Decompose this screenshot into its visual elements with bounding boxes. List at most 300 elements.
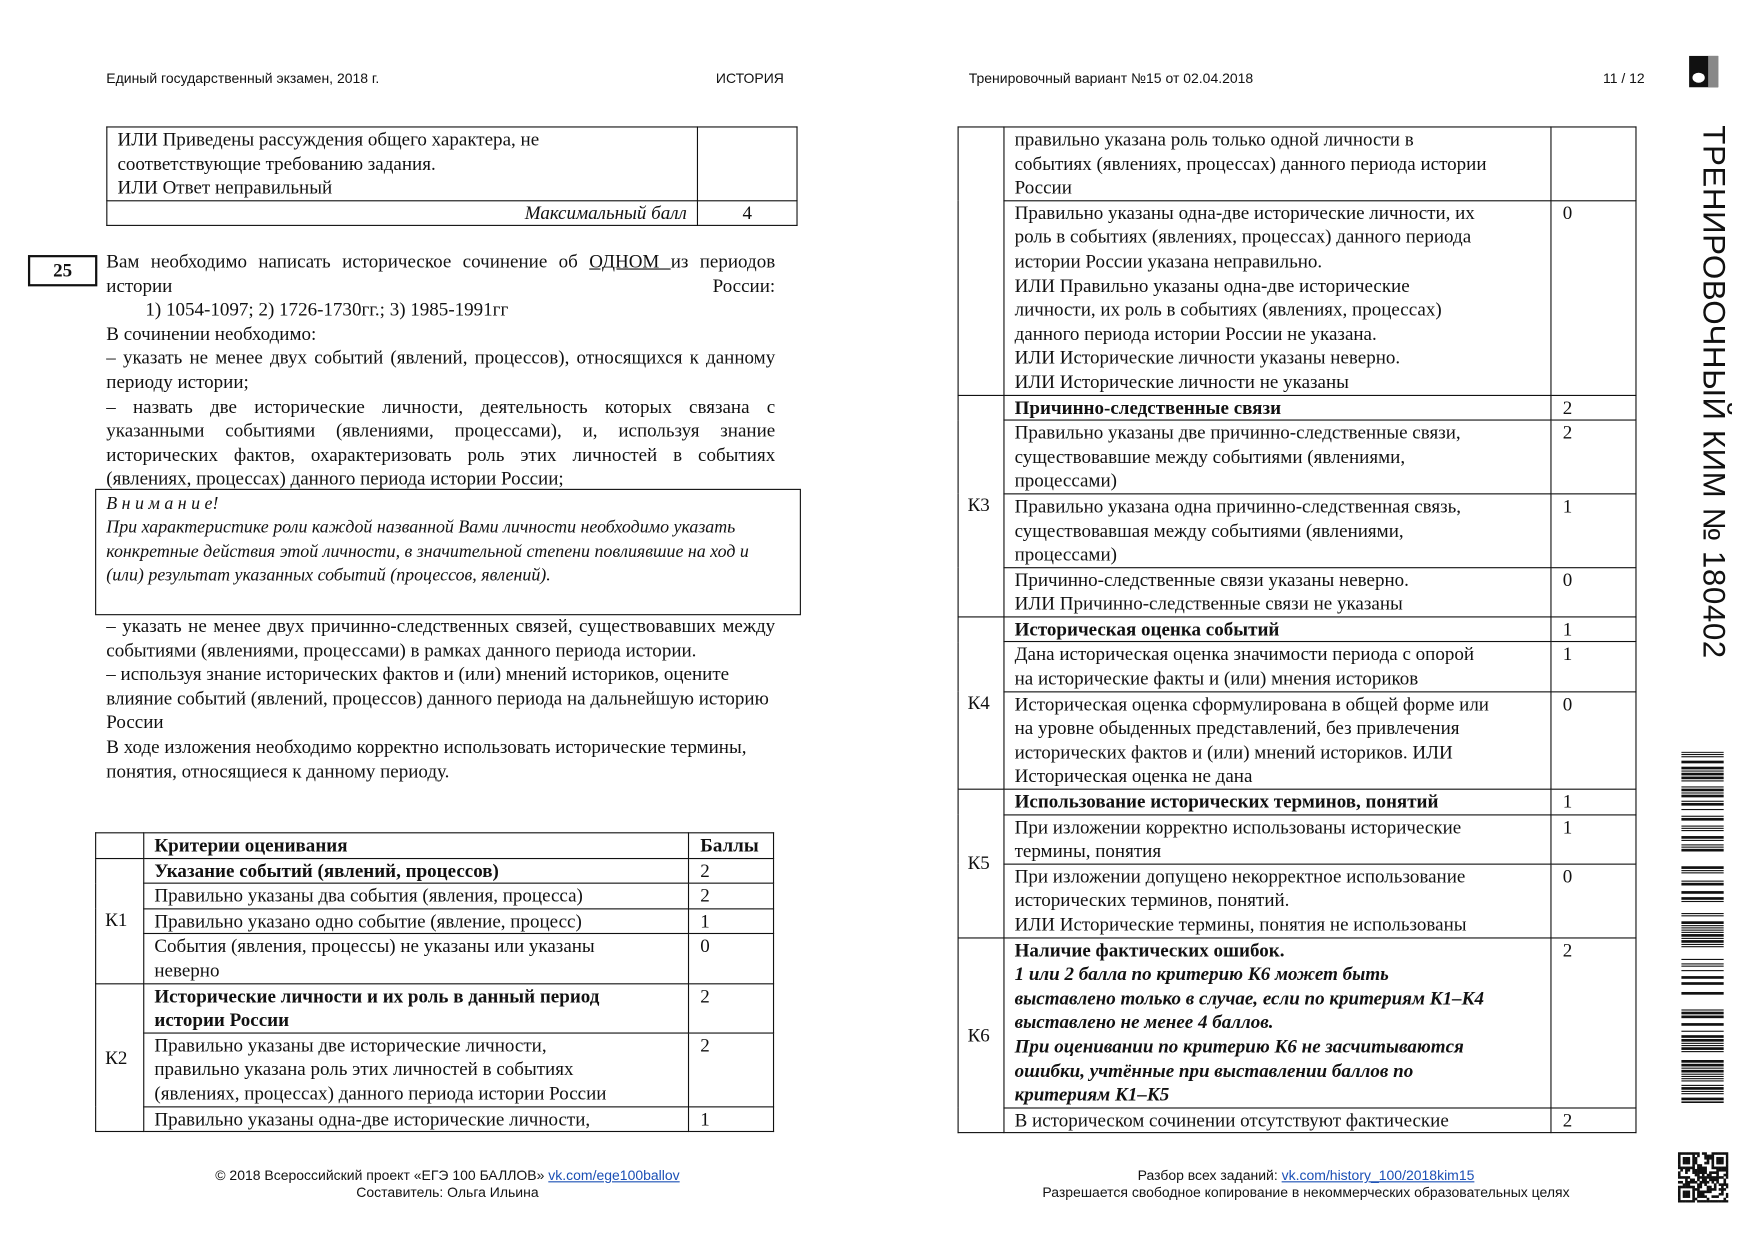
barcode-bar — [1681, 946, 1724, 947]
criterion-points: 1 — [1551, 814, 1636, 863]
qr-module — [1692, 1186, 1695, 1189]
qr-module — [1688, 1191, 1691, 1194]
qr-module — [1714, 1152, 1717, 1155]
table-row — [958, 395, 1636, 420]
qr-module — [1719, 1152, 1722, 1155]
qr-module — [1723, 1174, 1726, 1177]
barcode-bar — [1681, 1068, 1724, 1069]
qr-module — [1711, 1188, 1714, 1191]
qr-module — [1709, 1174, 1712, 1177]
qr-module — [1678, 1198, 1681, 1201]
barcode-bar — [1681, 836, 1724, 839]
qr-module — [1704, 1167, 1707, 1170]
qr-module — [1707, 1191, 1710, 1194]
criterion-points: 2 — [1551, 395, 1636, 420]
criterion-description — [1004, 127, 1551, 201]
qr-module — [1683, 1162, 1686, 1165]
task-text — [106, 249, 775, 491]
qr-module — [1709, 1157, 1712, 1160]
barcode-bar — [1681, 840, 1724, 841]
qr-module — [1726, 1162, 1728, 1165]
qr-module — [1688, 1183, 1691, 1186]
barcode-bar — [1681, 803, 1724, 806]
qr-module — [1702, 1181, 1705, 1184]
qr-module — [1685, 1176, 1688, 1179]
qr-module — [1700, 1191, 1703, 1194]
requirement-item: – назвать две исторические личности, деятельность которых связана с указанными событиями (явлениями, процессами), и, используя знание исторических фактов, охарактеризовать роль этих личностей в событиях (явлениях, процессах) данного периода истории России; — [106, 395, 776, 490]
criterion-points: 2 — [1551, 420, 1636, 494]
qr-module — [1700, 1183, 1703, 1186]
qr-module — [1721, 1176, 1724, 1179]
barcode-bar — [1681, 761, 1724, 764]
criterion-title: Наличие фактических ошибок. — [1014, 939, 1285, 961]
barcode-bar — [1681, 938, 1724, 939]
qr-module — [1695, 1159, 1698, 1162]
intro-emphasis: ОДНОМ — [589, 250, 671, 272]
qr-module — [1707, 1200, 1710, 1202]
qr-module — [1719, 1193, 1722, 1196]
barcode-bar — [1681, 925, 1724, 926]
qr-module — [1723, 1169, 1726, 1172]
criterion-description — [144, 1106, 689, 1131]
barcode-bar — [1681, 1031, 1724, 1032]
barcode-bar — [1681, 1039, 1724, 1042]
task-number: 25 — [28, 255, 97, 286]
table-row — [958, 617, 1636, 642]
qr-module — [1721, 1186, 1724, 1189]
qr-module — [1697, 1152, 1700, 1155]
qr-module — [1700, 1171, 1703, 1174]
qr-module — [1711, 1152, 1714, 1155]
qr-module — [1697, 1191, 1700, 1194]
qr-module — [1695, 1152, 1698, 1155]
qr-module — [1678, 1191, 1681, 1194]
kim-title: ТРЕНИРОВОЧНЫЙ КИМ № 180402 — [1696, 125, 1732, 659]
qr-module — [1714, 1176, 1717, 1179]
qr-module — [1709, 1179, 1712, 1182]
qr-module — [1688, 1169, 1691, 1172]
qr-module — [1702, 1179, 1705, 1182]
qr-module — [1714, 1195, 1717, 1198]
criterion-text: События (явления, процессы) не указаны или указаны неверно — [154, 935, 595, 981]
qr-module — [1690, 1181, 1693, 1184]
qr-module — [1678, 1176, 1681, 1179]
criterion-text: Указание событий (явлений, процессов) — [154, 859, 499, 882]
qr-module — [1721, 1193, 1724, 1196]
table-row — [96, 909, 774, 934]
criterion-points: 1 — [1551, 642, 1636, 691]
criterion-text: Правильно указаны две исторические личности, правильно указана роль этих личностей в событиях (явлениях, процессах) данного периода истории России — [154, 1034, 607, 1105]
barcode-bar — [1681, 1047, 1724, 1050]
barcode-bar — [1681, 1098, 1724, 1101]
qr-module — [1723, 1152, 1726, 1155]
table-row — [958, 789, 1636, 814]
qr-module — [1680, 1181, 1683, 1184]
qr-module — [1721, 1200, 1724, 1202]
criterion-description — [1004, 691, 1551, 789]
criterion-text: Правильно указано одно событие (явление, процесс) — [154, 910, 582, 932]
qr-module — [1707, 1155, 1710, 1158]
barcode-bar — [1681, 982, 1724, 985]
barcode-bar — [1681, 826, 1724, 827]
qr-module — [1711, 1164, 1714, 1167]
qr-module — [1711, 1176, 1714, 1179]
criterion-points: 0 — [1551, 864, 1636, 938]
variant-header: Тренировочный вариант №15 от 02.04.2018 — [968, 70, 1254, 87]
qr-module — [1716, 1174, 1719, 1177]
qr-module — [1716, 1179, 1719, 1182]
table-row — [958, 567, 1636, 616]
qr-module — [1702, 1195, 1705, 1198]
criterion-code: К3 — [958, 395, 1004, 617]
qr-module — [1726, 1169, 1728, 1172]
criterion-text: При изложении корректно использованы исторические термины, понятия — [1014, 816, 1462, 862]
criterion-text: правильно указана роль только одной личности в событиях (явлениях, процессах) данного периода истории России — [1014, 128, 1487, 199]
qr-module — [1711, 1155, 1714, 1158]
qr-module — [1692, 1159, 1695, 1162]
qr-module — [1688, 1200, 1691, 1202]
criterion-description — [144, 858, 689, 883]
qr-module — [1697, 1188, 1700, 1191]
barcode-bar — [1681, 1045, 1724, 1046]
barcode-bar — [1681, 795, 1724, 798]
qr-module — [1714, 1167, 1717, 1170]
qr-module — [1726, 1157, 1728, 1160]
qr-module — [1695, 1188, 1698, 1191]
criterion-points: 1 — [689, 1106, 774, 1131]
criterion-code — [958, 127, 1004, 395]
qr-module — [1716, 1195, 1719, 1198]
criterion-description — [1004, 420, 1551, 494]
qr-module — [1704, 1195, 1707, 1198]
qr-module — [1721, 1157, 1724, 1160]
qr-module — [1704, 1181, 1707, 1184]
qr-module — [1719, 1183, 1722, 1186]
project-link[interactable]: vk.com/ege100ballov — [548, 1167, 680, 1184]
criterion-text: Правильно указаны два события (явления, процесса) — [154, 885, 583, 907]
table-row — [958, 642, 1636, 691]
table-row — [96, 1106, 774, 1131]
solutions-text: Разбор всех заданий: — [1137, 1167, 1282, 1184]
solutions-link[interactable]: vk.com/history_100/2018kim15 — [1281, 1167, 1475, 1184]
criterion-points: 1 — [1551, 494, 1636, 568]
header-cell: Баллы — [689, 833, 774, 858]
criterion-text: В историческом сочинении отсутствуют фактические — [1014, 1109, 1449, 1131]
intro-text: Вам необходимо написать историческое сочинение об — [106, 250, 590, 272]
barcode-bar — [1681, 771, 1724, 772]
footer-right — [984, 1168, 1627, 1202]
barcode-bar — [1681, 866, 1724, 869]
criterion-description — [1004, 814, 1551, 863]
qr-module — [1704, 1179, 1707, 1182]
qr-module — [1692, 1195, 1695, 1198]
qr-module — [1678, 1159, 1681, 1162]
qr-module — [1678, 1162, 1681, 1165]
qr-module — [1697, 1200, 1700, 1202]
criterion-description — [144, 934, 689, 983]
qr-module — [1700, 1181, 1703, 1184]
qr-code-icon — [1678, 1152, 1728, 1202]
qr-module — [1726, 1152, 1728, 1155]
criterion-text: Исторические личности и их роль в данный период истории России — [154, 985, 600, 1031]
max-score-label: Максимальный балл — [107, 201, 698, 226]
barcode-icon — [1681, 752, 1724, 1103]
qr-module — [1690, 1152, 1693, 1155]
qr-module — [1690, 1179, 1693, 1182]
barcode-bar — [1681, 897, 1724, 900]
qr-module — [1680, 1169, 1683, 1172]
qr-module — [1685, 1167, 1688, 1170]
qr-module — [1726, 1155, 1728, 1158]
table-row — [96, 1033, 774, 1107]
qr-module — [1704, 1171, 1707, 1174]
qr-module — [1709, 1176, 1712, 1179]
side-title — [1687, 125, 1732, 729]
qr-module — [1697, 1176, 1700, 1179]
qr-module — [1707, 1159, 1710, 1162]
qr-module — [1685, 1152, 1688, 1155]
previous-criteria-table — [106, 126, 797, 226]
barcode-bar — [1681, 1087, 1724, 1090]
barcode-bar — [1681, 801, 1724, 802]
qr-module — [1697, 1186, 1700, 1189]
criterion-text: Причинно-следственные связи указаны неверно. ИЛИ Причинно-следственные связи не указаны — [1014, 569, 1409, 615]
barcode-bar — [1681, 1051, 1724, 1052]
qr-module — [1690, 1167, 1693, 1170]
qr-module — [1683, 1193, 1686, 1196]
qr-module — [1707, 1162, 1710, 1165]
qr-module — [1704, 1169, 1707, 1172]
qr-module — [1709, 1155, 1712, 1158]
barcode-bar — [1681, 1009, 1724, 1010]
requirement-item: – указать не менее двух причинно-следственных связей, существовавших между событиями (явлениями, процессами) в рамках данного периода истории. — [106, 615, 776, 661]
qr-module — [1683, 1186, 1686, 1189]
qr-module — [1714, 1188, 1717, 1191]
qr-module — [1711, 1181, 1714, 1184]
criterion-points: 0 — [1551, 691, 1636, 789]
criterion-points: 2 — [689, 883, 774, 908]
barcode-bar — [1681, 1060, 1724, 1063]
table-row — [958, 1108, 1636, 1133]
qr-module — [1688, 1195, 1691, 1198]
qr-module — [1716, 1167, 1719, 1170]
qr-module — [1711, 1171, 1714, 1174]
barcode-bar — [1681, 940, 1724, 943]
qr-module — [1685, 1181, 1688, 1184]
barcode-bar — [1681, 966, 1724, 967]
qr-module — [1695, 1162, 1698, 1165]
subject-header: ИСТОРИЯ — [715, 70, 784, 87]
barcode-bar — [1681, 959, 1724, 960]
qr-module — [1721, 1162, 1724, 1165]
qr-module — [1685, 1191, 1688, 1194]
barcode-bar — [1681, 1076, 1724, 1077]
criterion-points: 2 — [689, 1033, 774, 1107]
qr-module — [1726, 1200, 1728, 1202]
qr-module — [1704, 1162, 1707, 1165]
criterion-points — [1551, 127, 1636, 201]
barcode-bar — [1681, 891, 1724, 894]
criterion-description — [144, 1033, 689, 1107]
barcode-bar — [1681, 1091, 1724, 1092]
barcode-bar — [1681, 830, 1724, 831]
barcode-bar — [1681, 1078, 1724, 1079]
qr-module — [1697, 1171, 1700, 1174]
qr-module — [1678, 1152, 1681, 1155]
qr-module — [1685, 1195, 1688, 1198]
barcode-bar — [1681, 773, 1724, 776]
qr-module — [1723, 1181, 1726, 1184]
qr-module — [1700, 1164, 1703, 1167]
criterion-points: 1 — [1551, 617, 1636, 642]
qr-module — [1688, 1152, 1691, 1155]
criterion-code: К5 — [958, 789, 1004, 937]
criterion-points: 0 — [689, 934, 774, 983]
table-row — [958, 127, 1636, 201]
qr-module — [1692, 1152, 1695, 1155]
barcode-bar — [1681, 883, 1724, 886]
periods-list: 1) 1054-1097; 2) 1726-1730гг.; 3) 1985-1991гг — [145, 298, 509, 321]
qr-module — [1704, 1191, 1707, 1194]
qr-module — [1683, 1191, 1686, 1194]
qr-module — [1685, 1186, 1688, 1189]
qr-module — [1719, 1169, 1722, 1172]
barcode-bar — [1681, 1101, 1724, 1103]
qr-module — [1716, 1169, 1719, 1172]
qr-module — [1709, 1200, 1712, 1202]
criterion-description — [1004, 395, 1551, 420]
barcode-bar — [1681, 1015, 1724, 1018]
table-row — [958, 864, 1636, 938]
qr-module — [1700, 1193, 1703, 1196]
criterion-description — [1004, 494, 1551, 568]
qr-module — [1716, 1171, 1719, 1174]
table-row — [96, 883, 774, 908]
criterion-points: 2 — [689, 858, 774, 883]
barcode-bar — [1681, 828, 1724, 829]
barcode-bar — [1681, 881, 1724, 882]
qr-module — [1680, 1152, 1683, 1155]
qr-module — [1697, 1174, 1700, 1177]
qr-module — [1678, 1157, 1681, 1160]
qr-module — [1723, 1188, 1726, 1191]
barcode-bar — [1681, 872, 1724, 873]
barcode-bar — [1681, 1093, 1724, 1094]
qr-module — [1692, 1198, 1695, 1201]
barcode-bar — [1681, 992, 1724, 995]
barcode-bar — [1681, 921, 1724, 924]
qr-module — [1726, 1176, 1728, 1179]
qr-module — [1719, 1176, 1722, 1179]
barcode-bar — [1681, 976, 1724, 979]
table-row — [96, 983, 774, 1032]
qr-module — [1697, 1169, 1700, 1172]
barcode-bar — [1681, 870, 1724, 871]
qr-module — [1726, 1195, 1728, 1198]
intro-text-end: из периодов истории России: — [106, 250, 776, 296]
criterion-text: Правильно указаны две причинно-следственные связи, существовавшие между событиями (явлениями, процессами) — [1014, 421, 1461, 492]
qr-module — [1695, 1157, 1698, 1160]
qr-module — [1704, 1176, 1707, 1179]
qr-module — [1709, 1191, 1712, 1194]
qr-module — [1711, 1167, 1714, 1170]
criterion-text: Правильно указаны одна-две исторические личности, — [154, 1108, 591, 1130]
qr-module — [1726, 1183, 1728, 1186]
qr-module — [1695, 1181, 1698, 1184]
qr-module — [1721, 1167, 1724, 1170]
criterion-points: 2 — [689, 983, 774, 1032]
qr-module — [1711, 1195, 1714, 1198]
barcode-bar — [1681, 767, 1724, 770]
qr-module — [1702, 1176, 1705, 1179]
qr-module — [1692, 1155, 1695, 1158]
qr-module — [1688, 1181, 1691, 1184]
qr-module — [1678, 1200, 1681, 1202]
qr-module — [1678, 1188, 1681, 1191]
qr-module — [1697, 1179, 1700, 1182]
barcode-bar — [1681, 847, 1724, 848]
qr-module — [1685, 1193, 1688, 1196]
qr-module — [1719, 1159, 1722, 1162]
barcode-bar — [1681, 818, 1724, 821]
header-cell: Критерии оценивания — [144, 833, 689, 858]
qr-module — [1700, 1195, 1703, 1198]
qr-module — [1716, 1152, 1719, 1155]
qr-module — [1719, 1200, 1722, 1202]
qr-module — [1692, 1162, 1695, 1165]
qr-module — [1697, 1155, 1700, 1158]
barcode-bar — [1681, 913, 1724, 914]
qr-module — [1711, 1159, 1714, 1162]
criterion-text: Правильно указана одна причинно-следственная связь, существовавшая между событиями (явлениями, процессами) — [1014, 495, 1462, 566]
criterion-description — [1004, 201, 1551, 395]
qr-module — [1688, 1167, 1691, 1170]
qr-module — [1702, 1191, 1705, 1194]
criterion-code: К4 — [958, 617, 1004, 789]
table-header-row — [96, 833, 774, 858]
corner-marker-icon — [1689, 56, 1718, 87]
attention-text: При характеристике роли каждой названной Вами личности необходимо указать конкретные действия этой личности, в значительной степени повлиявшие на ход и (или) результат указанных событий (процессов, явлений). — [106, 518, 749, 586]
qr-module — [1685, 1162, 1688, 1165]
qr-module — [1711, 1157, 1714, 1160]
qr-module — [1704, 1183, 1707, 1186]
qr-module — [1709, 1171, 1712, 1174]
qr-module — [1726, 1167, 1728, 1170]
barcode-bar — [1681, 944, 1724, 945]
qr-module — [1719, 1162, 1722, 1165]
qr-module — [1692, 1169, 1695, 1172]
criterion-points: 1 — [1551, 789, 1636, 814]
qr-module — [1716, 1159, 1719, 1162]
qr-module — [1692, 1164, 1695, 1167]
qr-module — [1721, 1183, 1724, 1186]
qr-module — [1695, 1171, 1698, 1174]
qr-module — [1678, 1171, 1681, 1174]
qr-module — [1714, 1200, 1717, 1202]
qr-module — [1692, 1181, 1695, 1184]
qr-module — [1719, 1167, 1722, 1170]
criterion-points: 0 — [1551, 567, 1636, 616]
qr-module — [1723, 1198, 1726, 1201]
criterion-description — [1004, 789, 1551, 814]
qr-module — [1723, 1183, 1726, 1186]
barcode-bar — [1681, 1074, 1724, 1075]
qr-module — [1688, 1157, 1691, 1160]
criterion-code: К1 — [96, 858, 144, 983]
qr-module — [1723, 1179, 1726, 1182]
table-row — [96, 934, 774, 983]
barcode-bar — [1681, 756, 1724, 757]
